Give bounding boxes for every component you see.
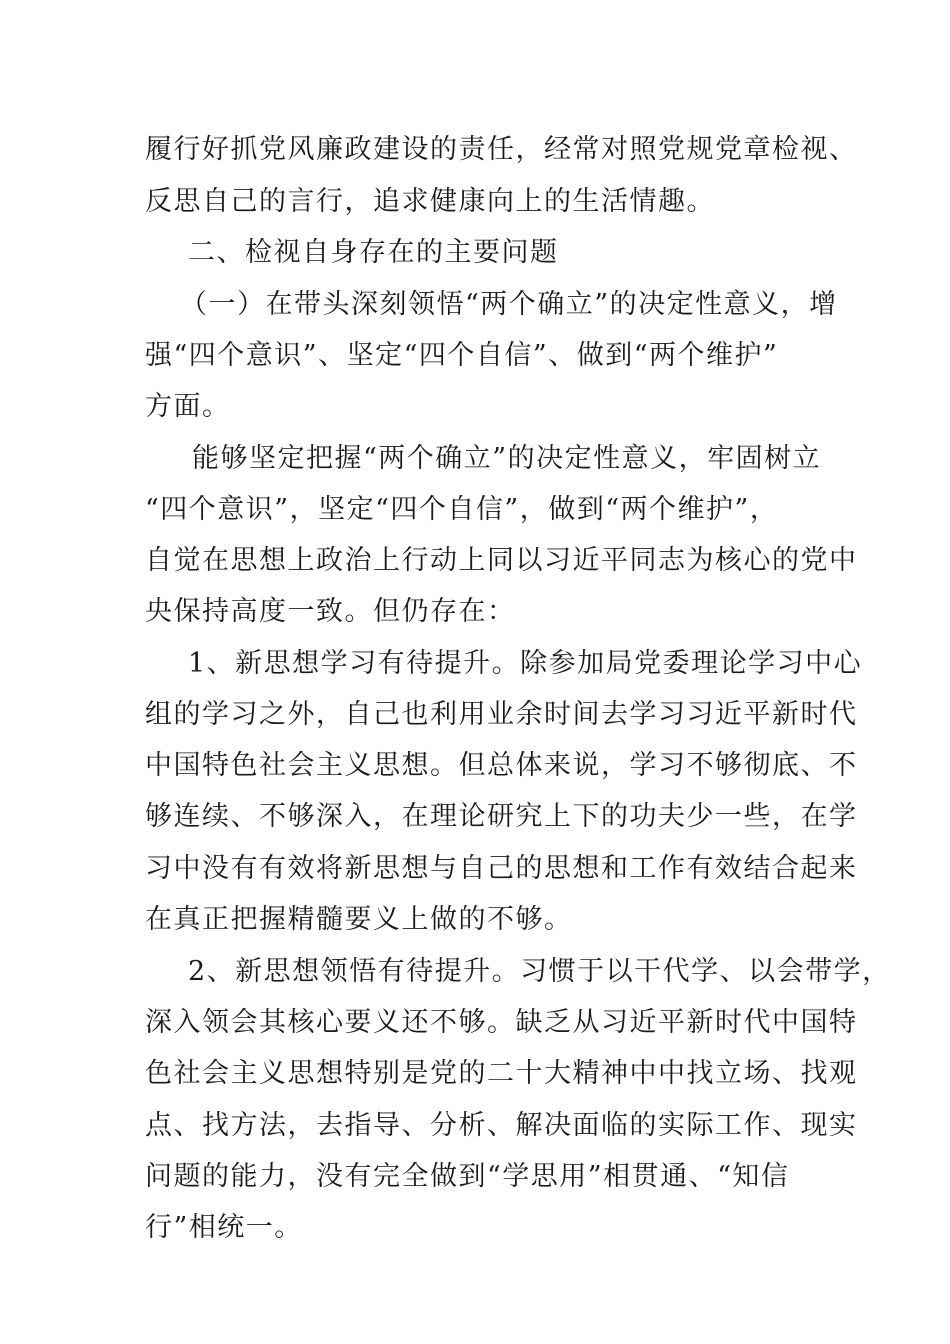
list-item-line: 习中没有有效将新思想与自己的思想和工作有效结合起来 [145,853,858,884]
list-item-line: 组的学习之外，自己也利用业余时间去学习习近平新时代 [145,699,858,730]
list-item-line: 深入领会其核心要义还不够。缺乏从习近平新时代中国特 [145,1007,858,1038]
list-item-line: 够连续、不够深入，在理论研究上下的功夫少一些，在学 [145,801,858,832]
section-heading: 二、检视自身存在的主要问题 [188,237,559,268]
list-item-line: 行”相统一。 [145,1212,303,1243]
list-item-line: 问题的能力，没有完全做到“学思用”相贯通、“知信 [145,1161,790,1192]
list-item-line: 点、找方法，去指导、分析、解决面临的实际工作、现实 [145,1110,858,1141]
paragraph-line: 履行好抓党风廉政建设的责任，经常对照党规党章检视、 [145,134,858,165]
list-item-line: 2、新思想领悟有待提升。习惯于以干代学、以会带学， [188,956,891,987]
subsection-heading-line: 强“四个意识”、坚定“四个自信”、做到“两个维护” [145,340,779,371]
paragraph-line: 央保持高度一致。但仍存在： [145,596,516,627]
paragraph-line: 自觉在思想上政治上行动上同以习近平同志为核心的党中 [145,545,858,576]
list-item-line: 1、新思想学习有待提升。除参加局党委理论学习中心 [188,648,863,679]
paragraph-line: “四个意识”，坚定“四个自信”，做到“两个维护”， [145,494,779,525]
paragraph-line: 反思自己的言行，追求健康向上的生活情趣。 [145,186,715,217]
subsection-heading: （一）在带头深刻领悟“两个确立”的决定性意义，增 [180,289,838,320]
subsection-heading-line: 方面。 [145,391,231,422]
list-item-line: 在真正把握精髓要义上做的不够。 [145,904,573,935]
list-item-line: 色社会主义思想特别是党的二十大精神中中找立场、找观 [145,1058,858,1089]
list-item-line: 中国特色社会主义思想。但总体来说，学习不够彻底、不 [145,750,858,781]
paragraph-line: 能够坚定把握“两个确立”的决定性意义，牢固树立 [192,443,822,474]
